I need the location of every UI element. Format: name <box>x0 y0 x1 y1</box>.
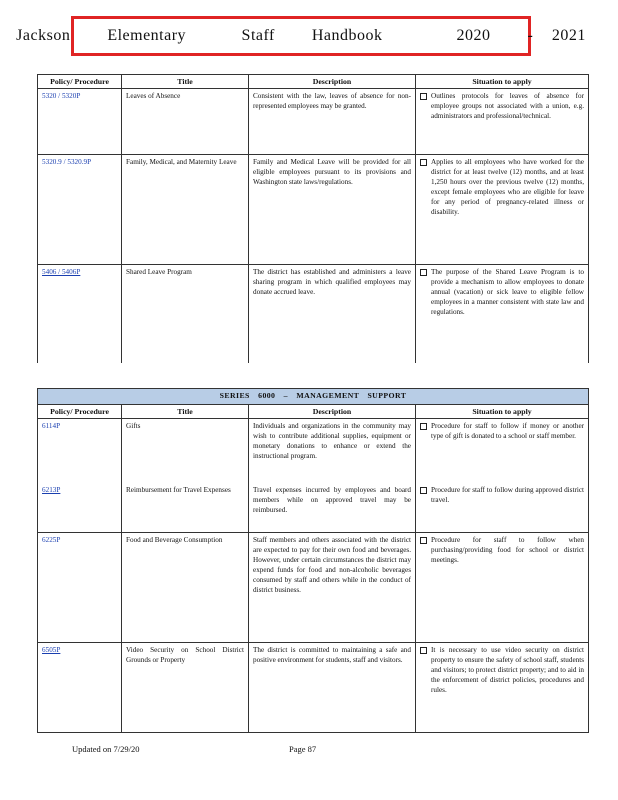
table-row <box>38 533 589 643</box>
series-header-row <box>38 389 589 405</box>
policy-link[interactable]: 5406 / 5406P <box>42 268 81 276</box>
table-row <box>38 643 589 733</box>
handbook-title-box <box>16 16 586 56</box>
checkbox-icon <box>420 423 427 430</box>
col-situation-header: Situation to apply <box>416 75 589 89</box>
policy-title: Leaves of Absence <box>122 89 249 155</box>
policy-table-5000 <box>37 74 589 363</box>
policy-description: Staff members and others associated with the district are expected to pay for their own food and beverages. However, under certain circumstances the district may expend funds for food and non-alcoholic beverages consumed by staff and others while in the conduct of district business. <box>249 533 416 643</box>
checkbox-icon <box>420 537 427 544</box>
policy-link[interactable]: 6505P <box>42 646 61 654</box>
col-situation-header: Situation to apply <box>416 405 589 419</box>
series-title: SERIES 6000 – MANAGEMENT SUPPORT <box>38 389 589 405</box>
policy-situation: Procedure for staff to follow during approved district travel. <box>431 485 585 504</box>
policy-link[interactable]: 6213P <box>42 485 61 494</box>
checkbox-icon <box>420 269 427 276</box>
policy-title: Gifts <box>122 419 249 483</box>
policy-situation: Outlines protocols for leaves of absence for employee groups not associated with a union, e.g. administrators and professional/technical. <box>431 92 584 120</box>
col-description-header: Description <box>249 405 416 419</box>
col-policy-header: Policy/ Procedure <box>38 75 122 89</box>
policy-situation: Applies to all employees who have worked for the district for at least twelve (12) months, and at least 1,250 hours over the previous twelve (12) months, except female employees who are eligible for leave for any period of pregnancy-related illness or disability. <box>431 158 584 216</box>
table-row <box>38 89 589 155</box>
policy-title: Shared Leave Program <box>122 265 249 363</box>
policy-link[interactable]: 5320.9 / 5320.9P <box>42 158 92 166</box>
policy-situation: It is necessary to use video security on district property to ensure the safety of school staff, students and visitors; to protect district property; and to aid in the enforcement of district policies, procedures and rules. <box>431 646 585 694</box>
table-row <box>38 483 589 533</box>
policy-link[interactable]: 6114P <box>42 422 61 430</box>
policy-description: The district is committed to maintaining a safe and positive environment for students, staff and visitors. <box>249 643 416 733</box>
policy-table-6000 <box>37 388 589 733</box>
policy-situation: The purpose of the Shared Leave Program is to provide a mechanism to allow employees to donate annual (vacation) or sick leave to eligible fellow employees in a manner consistent with state law and regulations. <box>431 268 584 316</box>
table-header-row <box>38 75 589 89</box>
policy-situation: Procedure for staff to follow if money or another type of gift is donated to a school or staff member. <box>431 422 585 440</box>
policy-description: The district has established and administers a leave sharing program in which qualified employees may donate accrued leave. <box>249 265 416 363</box>
policy-description: Travel expenses incurred by employees and board members while on approved travel may be reimbursed. <box>249 483 416 533</box>
col-description-header: Description <box>249 75 416 89</box>
policy-description: Individuals and organizations in the community may wish to contribute additional supplies, equipment or monetary donations to enhance or extend the instructional program. <box>249 419 416 483</box>
table-row <box>38 265 589 363</box>
col-title-header: Title <box>122 75 249 89</box>
table-row <box>38 155 589 265</box>
policy-title: Video Security on School District Grounds or Property <box>122 643 249 733</box>
checkbox-icon <box>420 647 427 654</box>
policy-description: Family and Medical Leave will be provided for all eligible employees pursuant to its provisions and Washington state laws/regulations. <box>249 155 416 265</box>
policy-title: Food and Beverage Consumption <box>122 533 249 643</box>
policy-link[interactable]: 5320 / 5320P <box>42 92 81 100</box>
checkbox-icon <box>420 487 427 494</box>
footer-updated: Updated on 7/29/20 <box>72 744 140 754</box>
policy-link[interactable]: 6225P <box>42 536 61 544</box>
policy-title: Family, Medical, and Maternity Leave <box>122 155 249 265</box>
checkbox-icon <box>420 93 427 100</box>
policy-title: Reimbursement for Travel Expenses <box>122 483 249 533</box>
col-title-header: Title <box>122 405 249 419</box>
policy-description: Consistent with the law, leaves of absence for non-represented employees may be granted. <box>249 89 416 155</box>
table-row <box>38 419 589 483</box>
checkbox-icon <box>420 159 427 166</box>
col-policy-header: Policy/ Procedure <box>38 405 122 419</box>
policy-situation: Procedure for staff to follow when purchasing/providing food for school or district meetings. <box>431 536 585 564</box>
table-header-row <box>38 405 589 419</box>
footer-page-number: Page 87 <box>289 744 317 754</box>
handbook-title: Jackson Elementary Staff Handbook 2020 - 2021 <box>16 27 586 44</box>
